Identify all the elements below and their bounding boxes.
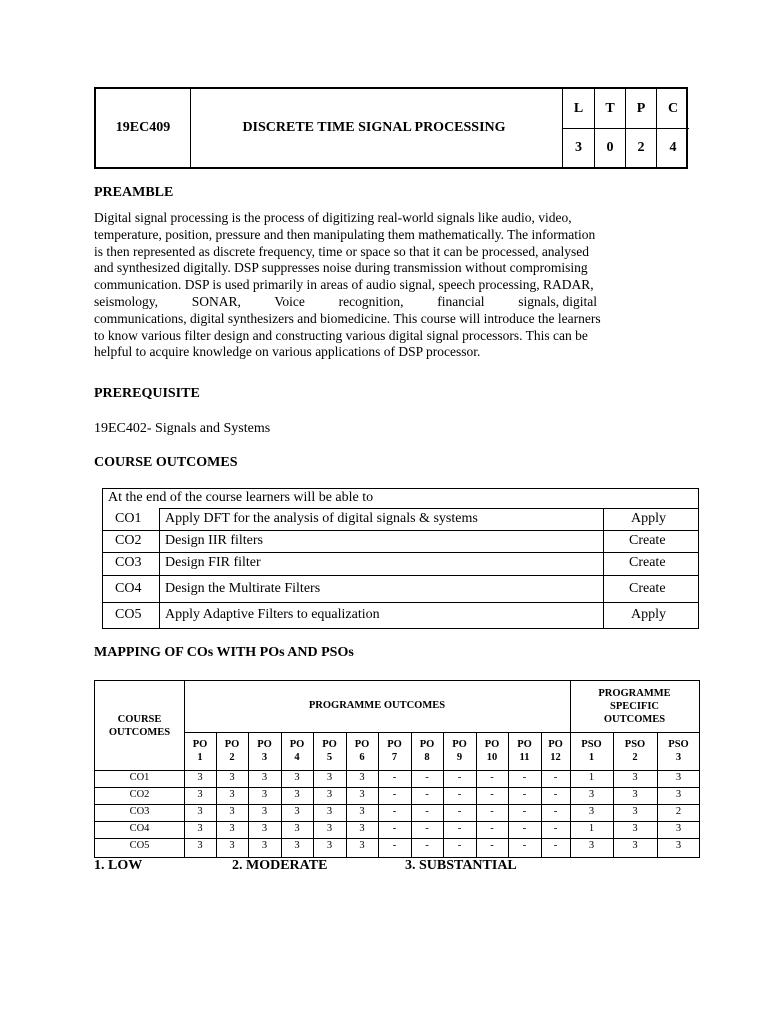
column-header-number: 3: [261, 752, 268, 763]
co-id: CO2: [115, 533, 142, 548]
mapping-cell: -: [522, 806, 527, 817]
column-divider: [603, 508, 604, 628]
column-header-number: 10: [486, 752, 498, 763]
column-header-top: PSO: [624, 739, 646, 750]
mapping-cell: -: [425, 823, 429, 834]
mapping-cell: 3: [359, 789, 365, 800]
mapping-cell: -: [457, 772, 462, 783]
row-divider: [95, 838, 700, 839]
legend-moderate: 2. MODERATE: [232, 858, 328, 873]
co-description: Apply Adaptive Filters to equalization: [165, 607, 380, 622]
column-header: [248, 738, 281, 764]
column-header-top: PO: [419, 739, 435, 750]
column-divider: [159, 508, 160, 628]
mapping-cell: 3: [326, 840, 333, 851]
ltpc-label-l: L: [573, 100, 584, 116]
course-outcomes-heading: COURSE OUTCOMES: [94, 455, 238, 470]
column-header: [508, 738, 541, 764]
mapping-cell: 3: [632, 789, 638, 800]
preamble-line: communication. DSP is used primarily in areas of audio signal, speech processing, RADAR,: [94, 277, 594, 293]
programme-outcomes-header: PROGRAMME OUTCOMES: [308, 700, 446, 711]
mapping-cell: 3: [229, 823, 235, 834]
legend-substantial: 3. SUBSTANTIAL: [405, 858, 517, 873]
mapping-cell: 3: [229, 806, 235, 817]
mapping-cell: 3: [261, 772, 268, 783]
column-header: [476, 738, 508, 764]
row-divider: [95, 787, 700, 788]
mapping-heading: MAPPING OF COs WITH POs AND PSOs: [94, 645, 354, 660]
mapping-cell: 3: [675, 789, 682, 800]
mapping-cell: 3: [229, 772, 235, 783]
mapping-cell: -: [522, 840, 527, 851]
ltpc-value-l: 3: [563, 128, 594, 167]
column-header-number: 2: [632, 752, 638, 763]
mapping-cell: 3: [197, 840, 203, 851]
row-divider: [184, 732, 700, 733]
preamble-heading: PREAMBLE: [94, 185, 174, 200]
column-header-number: 1: [588, 752, 595, 763]
column-header-number: 1: [197, 752, 203, 763]
mapping-cell: 3: [294, 789, 300, 800]
mapping-cell: -: [392, 772, 397, 783]
course-header-table: [94, 87, 688, 169]
column-header-top: PO: [289, 739, 305, 750]
mapping-row-co: CO2: [129, 789, 150, 800]
mapping-cell: 3: [229, 840, 235, 851]
column-header: [313, 738, 346, 764]
mapping-cell: 3: [261, 789, 268, 800]
mapping-cell: -: [490, 789, 494, 800]
preamble-paragraph: [94, 210, 674, 361]
mapping-cell: 1: [588, 823, 595, 834]
column-header-top: PSO: [668, 739, 689, 750]
column-header-number: 7: [391, 752, 398, 763]
ltpc-label-p: P: [625, 89, 656, 128]
row-divider: [103, 530, 698, 531]
co-description: Design FIR filter: [165, 555, 261, 570]
column-header-number: 5: [326, 752, 333, 763]
mapping-cell: 3: [261, 823, 268, 834]
course-outcomes-column-header: [95, 713, 184, 739]
mapping-cell: -: [457, 840, 462, 851]
mapping-cell: -: [457, 806, 462, 817]
mapping-cell: 3: [359, 840, 365, 851]
column-header: [657, 738, 700, 764]
column-header: [378, 738, 411, 764]
mapping-cell: -: [490, 806, 494, 817]
mapping-cell: 3: [326, 806, 333, 817]
mapping-cell: 3: [675, 840, 682, 851]
co-id: CO1: [115, 511, 142, 526]
mapping-cell: 3: [326, 772, 333, 783]
header-line: OUTCOMES: [603, 714, 666, 725]
mapping-row-co: CO3: [129, 806, 150, 817]
mapping-cell: 3: [359, 772, 365, 783]
mapping-cell: 2: [675, 806, 682, 817]
preamble-line: Digital signal processing is the process of digitizing real-world signals like audio, video,: [94, 210, 572, 225]
course-outcomes-intro: At the end of the course learners will be able to: [108, 490, 374, 505]
co-id: CO5: [115, 607, 142, 622]
mapping-cell: -: [490, 840, 494, 851]
header-line: PROGRAMME: [598, 688, 671, 699]
ltpc-value-c: 4: [656, 128, 689, 167]
preamble-line: helpful to acquire knowledge on various applications of DSP processor.: [94, 344, 481, 360]
preamble-line: to know various filter design and constructing various digital signal processors. This can be: [94, 327, 588, 343]
column-header: [411, 738, 443, 764]
mapping-cell: 3: [261, 806, 268, 817]
row-divider: [103, 575, 698, 576]
course-title: DISCRETE TIME SIGNAL PROCESSING: [242, 120, 506, 135]
preamble-line: and synthesized digitally. DSP suppresses noise during transmission without compromising: [94, 260, 588, 276]
preamble-line: seismology, SONAR, Voice recognition, financial signals, digital: [94, 293, 597, 309]
co-description: Design the Multirate Filters: [165, 581, 321, 596]
mapping-cell: 3: [294, 823, 300, 834]
column-header-top: PO: [452, 739, 467, 750]
mapping-cell: 3: [588, 840, 595, 851]
ltpc-label-t: T: [594, 89, 625, 128]
row-divider: [95, 770, 700, 771]
column-header: [346, 738, 378, 764]
column-header-number: 11: [519, 752, 530, 763]
column-header-number: 12: [550, 752, 561, 763]
mapping-cell: 3: [326, 789, 333, 800]
mapping-cell: 3: [197, 806, 203, 817]
header-line: OUTCOMES: [108, 727, 171, 738]
ltpc-grid: [562, 89, 689, 167]
co-id: CO3: [115, 555, 142, 570]
mapping-cell: 3: [261, 840, 268, 851]
row-divider: [103, 552, 698, 553]
column-header: [613, 738, 657, 764]
column-header-number: 3: [675, 752, 682, 763]
mapping-cell: 3: [359, 806, 365, 817]
mapping-cell: -: [392, 823, 397, 834]
legend-low: 1. LOW: [94, 858, 143, 873]
mapping-cell: -: [392, 789, 397, 800]
mapping-cell: 3: [632, 840, 638, 851]
mapping-cell: 3: [294, 840, 300, 851]
mapping-cell: 3: [632, 823, 638, 834]
prerequisite-heading: PREREQUISITE: [94, 386, 200, 401]
mapping-cell: -: [553, 823, 558, 834]
mapping-cell: 3: [197, 772, 203, 783]
column-header: [281, 738, 313, 764]
course-code: 19EC409: [96, 89, 191, 167]
mapping-cell: -: [457, 823, 462, 834]
ltpc-value-t: 0: [594, 128, 625, 167]
ltpc-label-c: C: [656, 89, 689, 128]
mapping-cell: -: [490, 772, 494, 783]
mapping-cell: 3: [326, 823, 333, 834]
mapping-cell: -: [425, 789, 429, 800]
column-header: [184, 738, 216, 764]
row-divider: [159, 508, 698, 509]
column-header-number: 2: [229, 752, 235, 763]
co-level: Apply: [631, 607, 666, 622]
column-header-top: PO: [354, 739, 370, 750]
mapping-cell: 3: [197, 823, 203, 834]
mapping-cell: -: [522, 823, 527, 834]
mapping-cell: 3: [197, 789, 203, 800]
mapping-cell: 3: [588, 789, 595, 800]
co-id: CO4: [115, 581, 142, 596]
mapping-table: [94, 680, 700, 858]
column-header-top: PO: [192, 739, 208, 750]
mapping-cell: -: [553, 840, 558, 851]
preamble-line: communications, digital synthesizers and biomedicine. This course will introduce the learners: [94, 310, 601, 326]
row-divider: [95, 804, 700, 805]
mapping-cell: -: [553, 772, 558, 783]
co-description: Apply DFT for the analysis of digital signals & systems: [165, 511, 478, 526]
mapping-cell: 3: [294, 772, 300, 783]
mapping-cell: 3: [675, 823, 682, 834]
preamble-line: is then represented as discrete frequency, time or space so that it can be processed, analysed: [94, 243, 590, 259]
ltpc-value-p: 2: [625, 128, 656, 167]
mapping-cell: 1: [588, 772, 595, 783]
mapping-cell: -: [522, 789, 527, 800]
mapping-cell: -: [553, 789, 558, 800]
column-header: [541, 738, 570, 764]
column-header-top: PSO: [581, 739, 602, 750]
mapping-cell: 3: [359, 823, 365, 834]
preamble-line: temperature, position, pressure and then manipulating them mathematically. The information: [94, 226, 596, 242]
mapping-row-co: CO4: [129, 823, 150, 834]
mapping-cell: -: [457, 789, 462, 800]
co-level: Create: [629, 581, 666, 596]
mapping-cell: -: [553, 806, 558, 817]
mapping-cell: -: [522, 772, 527, 783]
column-header-top: PO: [387, 739, 402, 750]
column-header-top: PO: [548, 739, 563, 750]
row-divider: [95, 821, 700, 822]
co-level: Apply: [631, 511, 666, 526]
column-header-number: 9: [456, 752, 463, 763]
co-description: Design IIR filters: [165, 533, 263, 548]
row-divider: [103, 602, 698, 603]
column-header-top: PO: [224, 739, 240, 750]
mapping-cell: 3: [632, 772, 638, 783]
column-header-top: PO: [257, 739, 272, 750]
mapping-cell: 3: [632, 806, 638, 817]
mapping-row-co: CO1: [129, 772, 150, 783]
column-header: [216, 738, 248, 764]
mapping-cell: -: [490, 823, 494, 834]
header-line: SPECIFIC: [609, 701, 659, 712]
course-outcomes-table: [102, 488, 699, 629]
column-header-top: PO: [517, 739, 532, 750]
column-header-top: PO: [484, 739, 500, 750]
column-header: [570, 738, 613, 764]
mapping-cell: -: [425, 806, 429, 817]
programme-specific-outcomes-header: [569, 687, 700, 726]
mapping-cell: -: [425, 772, 429, 783]
mapping-cell: 3: [588, 806, 595, 817]
mapping-cell: 3: [229, 789, 235, 800]
column-header-number: 8: [424, 752, 430, 763]
mapping-cell: -: [392, 806, 397, 817]
column-header: [443, 738, 476, 764]
column-header-number: 6: [359, 752, 365, 763]
co-level: Create: [629, 555, 666, 570]
header-line: COURSE: [117, 714, 162, 725]
co-level: Create: [629, 533, 666, 548]
prerequisite-text: 19EC402- Signals and Systems: [94, 421, 271, 436]
mapping-cell: 3: [675, 772, 682, 783]
mapping-cell: -: [392, 840, 397, 851]
column-header-number: 4: [294, 752, 300, 763]
column-header-top: PO: [322, 739, 337, 750]
mapping-cell: 3: [294, 806, 300, 817]
mapping-row-co: CO5: [129, 840, 150, 851]
mapping-cell: -: [425, 840, 429, 851]
